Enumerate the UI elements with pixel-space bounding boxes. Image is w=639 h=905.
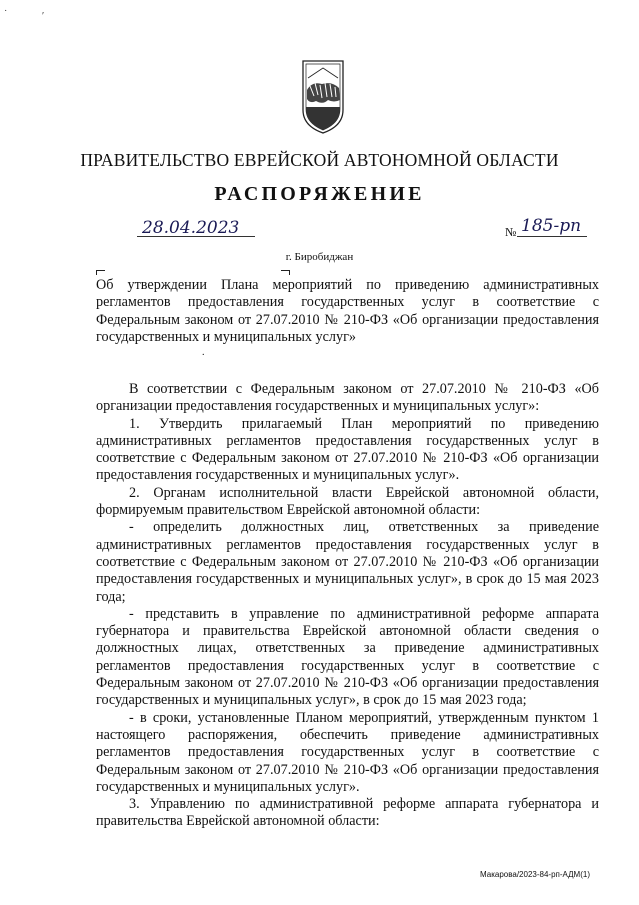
subject-bracket-left <box>96 270 105 275</box>
document-number: 185-рп <box>521 216 582 236</box>
footer-reference: Макарова/2023-84-рп-АДМ(1) <box>480 870 590 879</box>
number-prefix: № <box>505 225 517 239</box>
document-body <box>96 381 599 831</box>
body-paragraph: - представить в управление по административной реформе аппарата губернатора и правительства Еврейской автономной области сведения о должностных лицах, ответственных за приведение административных регламентов предоставления государственных услуг в соответствие с Федеральным законом от 27.07.2010 № 210-ФЗ «Об организации предоставления государственных и муниципальных услуг», в срок до 15 мая 2023 года; <box>96 605 599 709</box>
body-paragraph: - определить должностных лиц, ответственных за приведение административных регламентов предоставления государственных услуг в соответствие с Федеральным законом от 27.07.2010 № 210-ФЗ «Об организации предоставления государственных и муниципальных услуг», в срок до 15 мая 2023 года; <box>96 519 599 605</box>
subject-bracket-right <box>281 270 290 275</box>
body-paragraph: 2. Органам исполнительной власти Еврейской автономной области, формируемым правительством Еврейской автономной области: <box>96 484 599 519</box>
date-underline <box>137 236 255 237</box>
body-paragraph: 1. Утвердить прилагаемый План мероприятий по приведению административных регламентов предоставления государственных услуг в соответствие с Федеральным законом от 27.07.2010 № 210-ФЗ «Об организации предоставления государственных и муниципальных услуг». <box>96 415 599 484</box>
body-paragraph: - в сроки, установленные Планом мероприятий, утвержденным пунктом 1 настоящего распоряжения, обеспечить приведение административных регламентов предоставления государственных услуг в соответствие с Федеральным законом от 27.07.2010 № 210-ФЗ «Об организации предоставления государственных и муниципальных услуг». <box>96 709 599 795</box>
document-subject: Об утверждении Плана мероприятий по приведению административных регламентов предоставления государственных услуг в соответствие с Федеральным законом от 27.07.2010 № 210-ФЗ «Об организации предоставления государственных и муниципальных услуг» <box>96 277 599 345</box>
document-type-heading: РАСПОРЯЖЕНИЕ <box>214 183 425 205</box>
scan-mark: ′ <box>42 11 45 22</box>
document-date: 28.04.2023 <box>142 218 240 238</box>
government-title: ПРАВИТЕЛЬСТВО ЕВРЕЙСКОЙ АВТОНОМНОЙ ОБЛАСТИ <box>80 150 559 170</box>
stray-dot: . <box>202 347 205 358</box>
coat-of-arms-emblem <box>300 58 346 136</box>
body-paragraph: В соответствии с Федеральным законом от 27.07.2010 № 210-ФЗ «Об организации предоставления государственных и муниципальных услуг»: <box>96 381 599 415</box>
city-label: г. Биробиджан <box>285 251 354 263</box>
scan-mark: ˙ <box>4 9 8 20</box>
number-underline <box>517 236 587 237</box>
body-paragraph: 3. Управлению по административной реформе аппарата губернатора и правительства Еврейской автономной области: <box>96 796 599 830</box>
